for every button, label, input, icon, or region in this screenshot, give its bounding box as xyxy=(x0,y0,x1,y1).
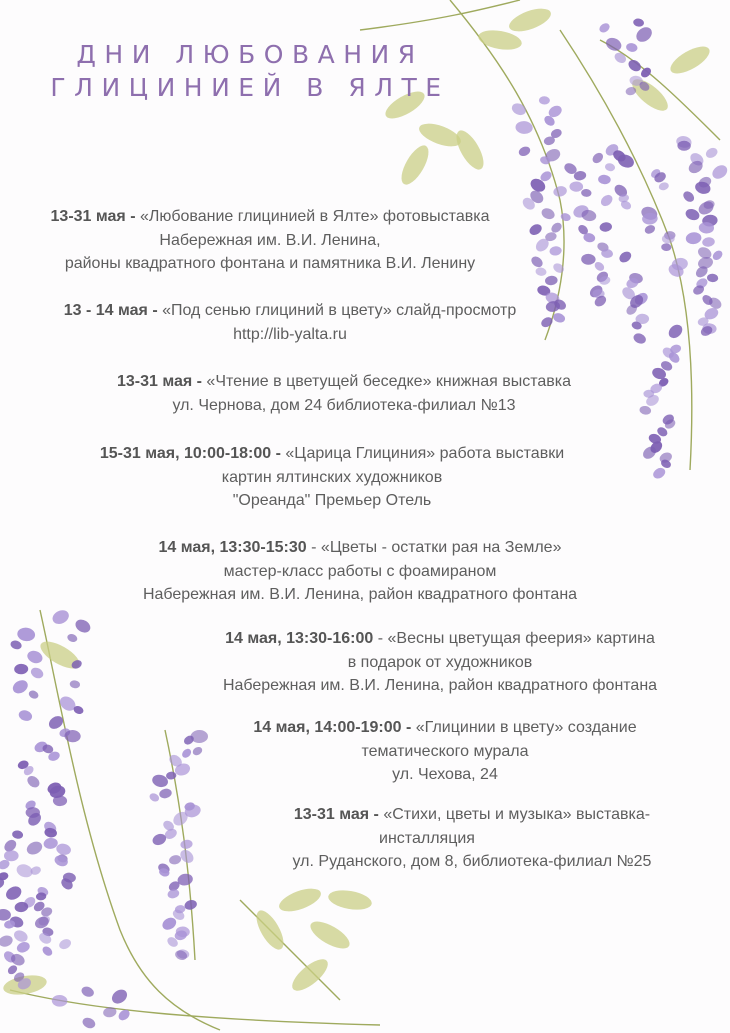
wisteria-petal xyxy=(14,664,29,675)
event-location: "Ореанда" Премьер Отель xyxy=(232,492,432,509)
event-details: мастер-класс работы с фоамираном xyxy=(223,562,497,580)
wisteria-petal xyxy=(527,222,543,237)
event-2 xyxy=(40,299,540,346)
wisteria-petal xyxy=(69,680,80,689)
wisteria-petal xyxy=(0,934,14,949)
wisteria-petal xyxy=(569,181,583,191)
event-location: ул. Чехова, 24 xyxy=(392,766,498,783)
wisteria-petals xyxy=(0,18,730,1030)
leaf xyxy=(506,4,554,36)
wisteria-petal xyxy=(711,249,724,262)
wisteria-petal xyxy=(29,666,45,681)
wisteria-petal xyxy=(544,275,558,286)
wisteria-petal xyxy=(4,884,24,903)
event-3 xyxy=(94,370,594,417)
wisteria-petal xyxy=(685,231,702,245)
wisteria-petal xyxy=(552,185,568,198)
wisteria-petal xyxy=(666,322,685,341)
wisteria-petal xyxy=(183,898,198,911)
wisteria-petal xyxy=(613,51,628,65)
wisteria-petal xyxy=(684,207,701,222)
wisteria-petal xyxy=(80,985,96,999)
wisteria-petal xyxy=(591,151,605,165)
wisteria-petal xyxy=(604,162,616,172)
title-line-1: ДНИ ЛЮБОВАНИЯ xyxy=(76,40,424,69)
leaf xyxy=(396,141,434,188)
stem xyxy=(10,990,380,1025)
event-details: тематического мурала xyxy=(361,742,529,760)
wisteria-petal xyxy=(535,267,547,277)
event-name: «Царица Глициния» работа выставки xyxy=(285,445,565,462)
wisteria-petal xyxy=(617,249,633,264)
event-details: картин ялтинских художников xyxy=(221,468,443,486)
event-location: ул. Руданского, дом 8, библиотека-филиал №25 xyxy=(292,853,652,870)
wisteria-petal xyxy=(643,223,656,235)
event-date: 14 мая, 13:30-16:00 xyxy=(225,630,374,647)
wisteria-petal xyxy=(681,189,696,204)
wisteria-petal xyxy=(52,995,68,1007)
event-5 xyxy=(110,536,610,607)
event-date: 13-31 мая - xyxy=(293,806,379,823)
event-7 xyxy=(195,716,695,787)
wisteria-petal xyxy=(41,945,54,958)
wisteria-petal xyxy=(12,928,29,944)
wisteria-petal xyxy=(639,405,652,415)
event-name: «Глицинии в цвету» создание xyxy=(415,719,637,736)
event-name: - «Весны цветущая феерия» картина xyxy=(377,630,655,647)
wisteria-petal xyxy=(12,830,24,840)
wisteria-petal xyxy=(167,888,181,900)
wisteria-petal xyxy=(17,709,33,723)
wisteria-petal xyxy=(9,639,22,651)
event-name: «Стихи, цветы и музыка» выставка- xyxy=(383,806,651,823)
wisteria-petal xyxy=(510,101,528,117)
event-location: Набережная им. В.И. Ленина, район квадратного фонтана xyxy=(222,677,658,694)
wisteria-petal xyxy=(598,174,612,185)
event-name: - «Цветы - остатки рая на Земле» xyxy=(311,539,562,556)
wisteria-petal xyxy=(109,987,130,1007)
wisteria-petal xyxy=(73,617,93,635)
wisteria-petal xyxy=(25,649,44,666)
wisteria-petal xyxy=(57,937,72,951)
event-date: 13-31 мая - xyxy=(116,373,202,390)
event-date: 15-31 мая, 10:00-18:00 - xyxy=(99,445,281,462)
wisteria-petal xyxy=(53,854,69,868)
wisteria-petal xyxy=(17,627,36,642)
wisteria-petal xyxy=(710,162,730,181)
event-location: Набережная им. В.И. Ленина, район квадратного фонтана xyxy=(142,586,578,603)
event-details: инсталляция xyxy=(379,829,475,847)
wisteria-petal xyxy=(81,1016,97,1030)
wisteria-petal xyxy=(707,273,719,282)
event-6 xyxy=(190,627,690,698)
wisteria-petal xyxy=(599,221,613,232)
event-location: ул. Чернова, дом 24 библиотека-филиал №13 xyxy=(172,396,516,414)
leaf xyxy=(276,884,324,916)
wisteria-petal xyxy=(632,332,648,346)
wisteria-petal xyxy=(599,193,615,209)
leaf xyxy=(666,41,713,79)
wisteria-petal xyxy=(593,260,606,273)
wisteria-petal xyxy=(560,212,572,222)
wisteria-petal xyxy=(515,120,533,134)
leaf xyxy=(287,954,332,996)
wisteria-petal xyxy=(581,254,596,265)
wisteria-petal xyxy=(581,189,592,198)
wisteria-petal xyxy=(55,842,72,856)
wisteria-petal xyxy=(15,940,31,954)
wisteria-petal xyxy=(148,792,160,803)
wisteria-petal xyxy=(25,839,45,857)
wisteria-petal xyxy=(66,633,78,644)
stem xyxy=(360,0,520,30)
stem xyxy=(240,900,340,1000)
event-name: «Под сенью глициний в цвету» слайд-просмотр xyxy=(162,302,517,319)
event-1 xyxy=(20,205,520,276)
event-link: http://lib-yalta.ru xyxy=(233,325,347,343)
leaf xyxy=(251,906,289,953)
wisteria-petal xyxy=(702,236,716,247)
wisteria-petal xyxy=(50,608,71,627)
event-4 xyxy=(82,442,582,513)
wisteria-petal xyxy=(658,181,670,191)
leaf xyxy=(306,916,353,954)
wisteria-petal xyxy=(626,58,643,74)
wisteria-petal xyxy=(604,35,624,53)
wisteria-petal xyxy=(704,146,719,160)
wisteria-petal xyxy=(625,42,638,52)
wisteria-petal xyxy=(180,839,193,850)
wisteria-petal xyxy=(180,747,193,760)
wisteria-petal xyxy=(43,837,59,850)
event-location: Набережная им. В.И. Ленина, xyxy=(159,231,381,249)
wisteria-petal xyxy=(633,18,645,28)
event-date: 14 мая, 13:30-15:30 xyxy=(158,539,307,556)
event-8 xyxy=(222,803,722,874)
event-name: «Любование глицинией в Ялте» фотовыставка xyxy=(139,208,490,225)
wisteria-petal xyxy=(158,787,172,799)
event-date: 13-31 мая - xyxy=(50,208,136,225)
wisteria-petal xyxy=(25,774,42,790)
wisteria-petal xyxy=(549,245,562,256)
title-line-2: ГЛИЦИНИЕЙ В ЯЛТЕ xyxy=(50,73,450,102)
event-details: в подарок от художников xyxy=(347,653,533,671)
wisteria-petal xyxy=(517,145,531,158)
wisteria-petal xyxy=(633,24,654,45)
wisteria-petal xyxy=(4,850,19,861)
wisteria-petal xyxy=(540,206,557,221)
wisteria-petal xyxy=(27,689,39,700)
event-date: 14 мая, 14:00-19:00 - xyxy=(253,719,412,736)
wisteria-petal xyxy=(539,96,550,104)
event-date: 13 - 14 мая - xyxy=(63,302,158,319)
page-title xyxy=(40,38,460,104)
leaf xyxy=(451,126,489,173)
event-name: «Чтение в цветущей беседке» книжная выставка xyxy=(206,373,572,390)
wisteria-petal xyxy=(529,254,544,269)
wisteria-petal xyxy=(10,678,30,696)
wisteria-petal xyxy=(598,21,612,34)
wisteria-petal xyxy=(661,243,672,251)
leaf xyxy=(327,887,373,912)
event-location: районы квадратного фонтана и памятника В.И. Ленину xyxy=(64,255,476,272)
wisteria-petal xyxy=(168,854,182,866)
wisteria-petal xyxy=(0,909,11,921)
wisteria-petal xyxy=(651,466,667,481)
wisteria-petal xyxy=(15,862,35,879)
